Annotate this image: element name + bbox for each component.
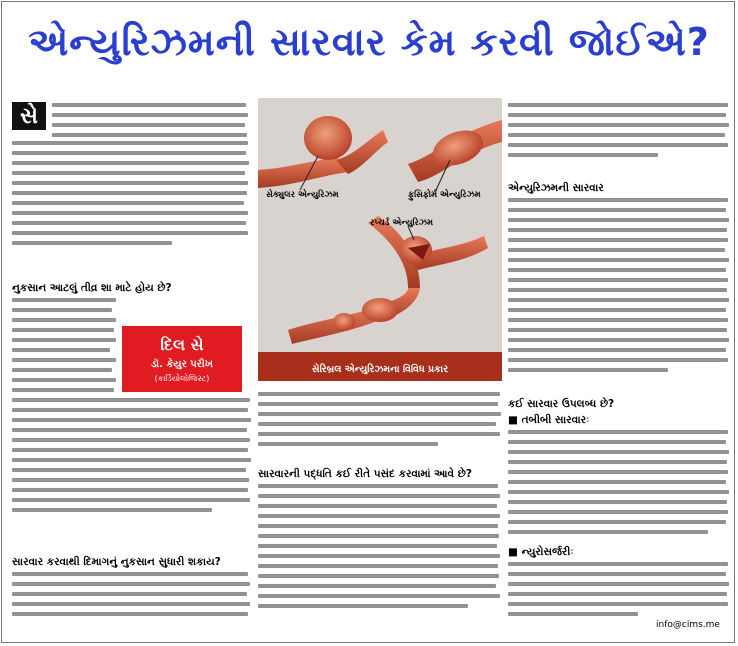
headline: એન્યુરિઝમની સારવાર કેમ કરવી જોઈએ? xyxy=(28,20,710,64)
paragraph-lines xyxy=(12,398,252,512)
vessel-artwork xyxy=(258,98,502,381)
paragraph-lines xyxy=(258,392,502,446)
column-3-body-2 xyxy=(508,430,730,534)
badge-title: દિલ સે xyxy=(160,334,204,354)
section-heading: સારવારની પદ્ધતિ કઈ રીતે પસંદ કરવામાં આવે છે? xyxy=(258,468,472,480)
column-1-body-2 xyxy=(12,398,252,512)
figure-caption: સેરિબ્રલ એન્યુરિઝમના વિવિધ પ્રકાર xyxy=(311,364,449,375)
column-3-intro xyxy=(508,103,730,157)
section-heading: કઈ સારવાર ઉપલબ્ધ છે? xyxy=(508,398,615,410)
column-1-body-3 xyxy=(12,572,252,616)
section-heading: ■ તબીબી સારવારઃ xyxy=(508,414,590,426)
section-heading: સારવાર કરવાથી દિમાગનું નુકસાન સુધારી શકાય? xyxy=(12,556,221,568)
label-saccular: સેક્યુલર એન્યુરિઝમ xyxy=(266,190,339,200)
column-3-body-3 xyxy=(508,562,730,616)
section-heading: એન્યુરિઝમની સારવાર xyxy=(508,182,604,194)
paragraph-lines xyxy=(258,484,502,608)
author-role: (કાર્ડિયોલોજિસ્ટ) xyxy=(154,373,210,383)
column-1-body xyxy=(12,141,250,245)
label-fusiform: ફુસિફોર્મ એન્યુરિઝમ xyxy=(408,190,481,200)
label-ruptured: રપ્ચર્ડ એન્યુરિઝમ xyxy=(370,218,433,228)
aneurysm-illustration xyxy=(258,98,502,381)
paragraph-lines xyxy=(12,298,118,392)
section-heading: ■ ન્યુરોસર્જરીઃ xyxy=(508,546,574,558)
paragraph-lines xyxy=(52,103,250,137)
paragraph-lines xyxy=(508,562,730,616)
paragraph-lines xyxy=(508,198,730,372)
paragraph-lines xyxy=(508,103,730,157)
column-2-body xyxy=(258,392,502,446)
author-name: ડૉ. કેયુર પરીખ xyxy=(151,358,213,370)
paragraph-lines xyxy=(12,141,250,245)
paragraph-lines xyxy=(12,572,252,616)
section-heading: નુકસાન આટલું તીવ્ર શા માટે હોય છે? xyxy=(12,282,172,294)
contact-email[interactable]: info@cims.me xyxy=(656,620,720,630)
column-1-mid xyxy=(12,298,118,392)
author-badge xyxy=(122,326,242,392)
column-1-intro xyxy=(52,103,250,137)
column-3-body xyxy=(508,198,730,372)
dropcap: સે xyxy=(12,102,46,130)
column-2-body-2 xyxy=(258,484,502,608)
paragraph-lines xyxy=(508,430,730,534)
